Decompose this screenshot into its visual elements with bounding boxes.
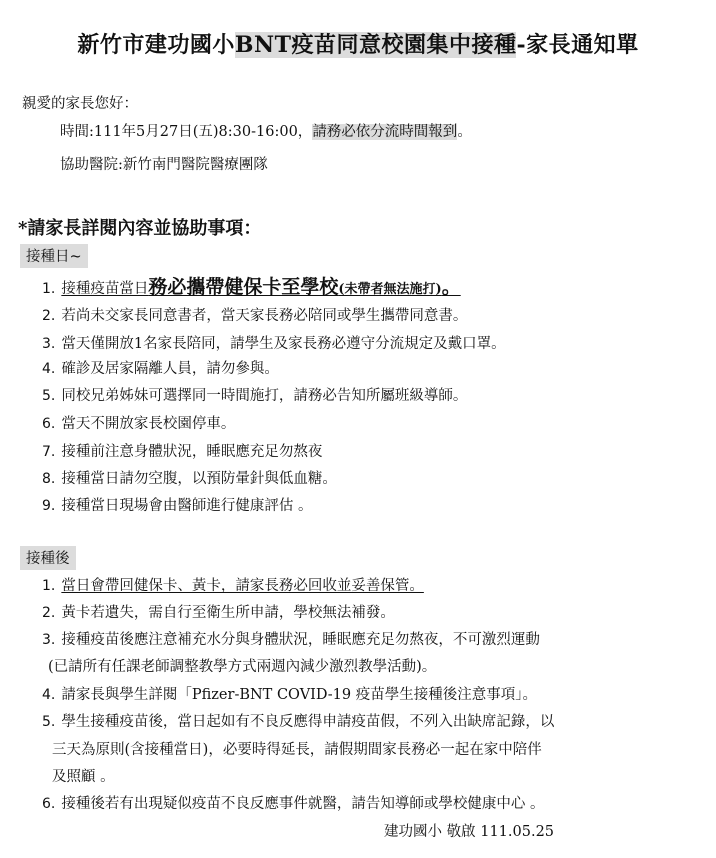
list-item: 5. 學生接種疫苗後，當日起如有不良反應得申請疫苗假，不列入出缺席記錄，以 (42, 714, 555, 730)
list-item: 2. 若尚未交家長同意書者，當天家長務必陪同或學生攜帶同意書。 (42, 308, 468, 324)
time-end: 。 (457, 124, 472, 140)
list-item: 8. 接種當日請勿空腹，以預防暈針與低血糖。 (42, 471, 337, 487)
list-item: 6. 接種後若有出現疑似疫苗不良反應事件就醫，請告知導師或學校健康中心 。 (42, 796, 545, 812)
list-item: 3. 當天僅開放1名家長陪同，請學生及家長務必遵守分流規定及戴口罩。 (42, 336, 506, 352)
list-item: 9. 接種當日現場會由醫師進行健康評估 。 (42, 498, 313, 514)
time-highlight: 請務必依分流時間報到 (312, 124, 458, 140)
list-item: 5. 同校兄弟姊妹可選擇同一時間施打，請務必告知所屬班級導師。 (42, 388, 468, 404)
title-school: 新竹市建功國小 (77, 32, 235, 58)
list-item: 4. 確診及居家隔離人員，請勿參與。 (42, 361, 279, 377)
time-line (60, 120, 472, 141)
title-suffix: -家長通知單 (516, 32, 639, 58)
time-text: 時間:111年5月27日(五)8:30-16:00， (60, 124, 313, 140)
item-underlined: 接種疫苗當日務必攜帶健保卡至學校(未帶者無法施打)。 (61, 276, 461, 298)
greeting: 親愛的家長您好： (22, 96, 138, 112)
notice-heading: *請家長詳閱內容並協助事項： (18, 218, 262, 239)
list-item: 3. 接種疫苗後應注意補充水分與身體狀況，睡眠應充足勿熬夜，不可激烈運動 (42, 632, 540, 648)
list-item-continuation: 及照顧 。 (52, 769, 115, 785)
list-item-continuation: 三天為原則(含接種當日)，必要時得延長，請假期間家長務必一起在家中陪伴 (52, 742, 542, 758)
hospital-line: 協助醫院:新竹南門醫院醫療團隊 (60, 157, 268, 173)
list-item: 1. 接種疫苗當日務必攜帶健保卡至學校(未帶者無法施打)。 (42, 276, 461, 298)
list-item: 7. 接種前注意身體狀況，睡眠應充足勿熬夜 (42, 444, 323, 460)
document-title (0, 28, 716, 59)
list-item-continuation: (已請所有任課老師調整教學方式兩週內減少激烈教學活動)。 (48, 659, 437, 675)
title-highlight: BNT疫苗同意校園集中接種 (234, 32, 517, 58)
signature: 建功國小 敬啟 111.05.25 (384, 824, 555, 840)
list-item: 4. 請家長與學生詳閱「Pfizer-BNT COVID-19 疫苗學生接種後注意事項」。 (42, 687, 537, 703)
after-section-label: 接種後 (20, 546, 76, 570)
list-item: 2. 黃卡若遺失，需自行至衛生所申請，學校無法補發。 (42, 605, 395, 621)
day-section-label: 接種日~ (20, 244, 88, 268)
list-item: 1. 當日會帶回健保卡、黃卡，請家長務必回收並妥善保管。 (42, 578, 424, 594)
list-item: 6. 當天不開放家長校園停車。 (42, 416, 236, 432)
